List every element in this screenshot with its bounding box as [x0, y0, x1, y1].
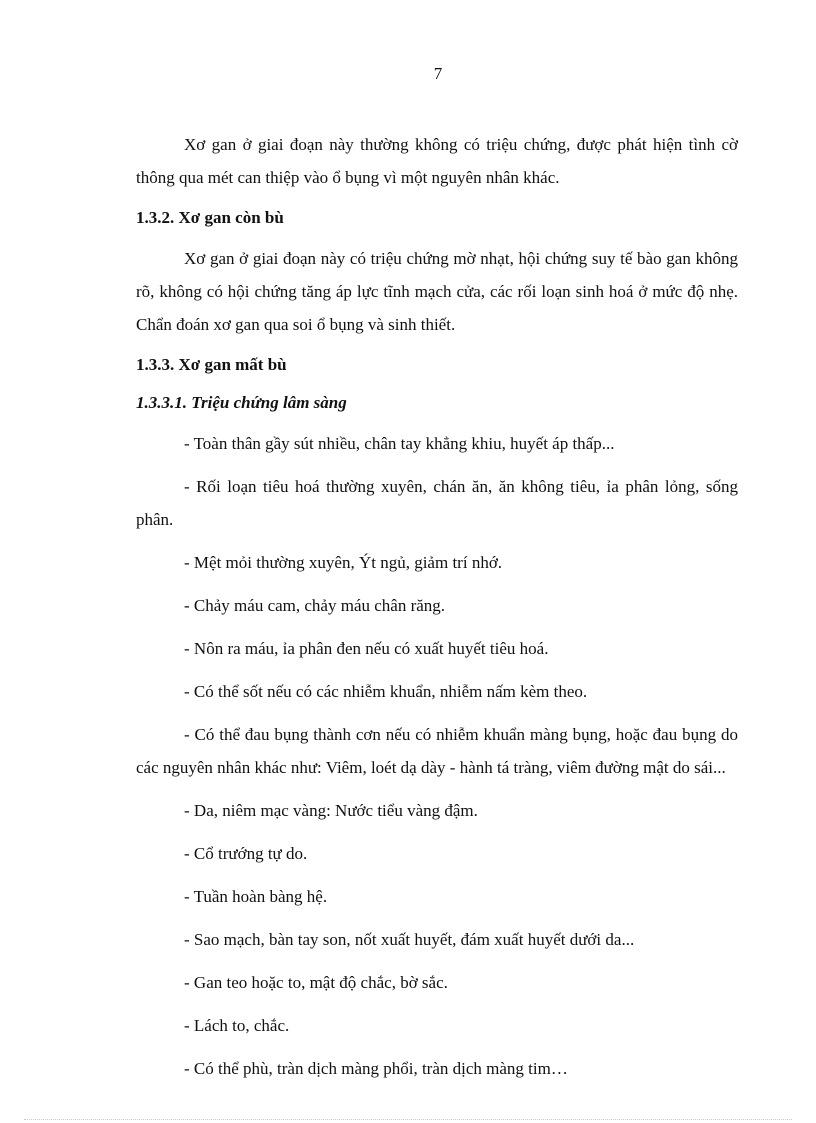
symptom-list	[136, 427, 738, 1085]
list-item: - Nôn ra máu, ỉa phân đen nếu có xuất huyết tiêu hoá.	[184, 639, 549, 658]
list-item: - Toàn thân gầy sút nhiều, chân tay khẳng khiu, huyết áp thấp...	[184, 434, 615, 453]
page-bottom-border	[24, 1119, 792, 1120]
list-item: - Lách to, chắc.	[184, 1016, 290, 1035]
list-item: - Có thể phù, tràn dịch màng phổi, tràn dịch màng tim…	[184, 1059, 568, 1078]
list-item: - Cổ trướng tự do.	[184, 844, 308, 863]
list-item: - Tuần hoàn bàng hệ.	[184, 887, 328, 906]
list-item: - Có thể đau bụng thành cơn nếu có nhiễm khuẩn màng bụng, hoặc đau bụng do các nguyên nhân khác như: Viêm, loét dạ dày - hành tá tràng, viêm đường mật do sái...	[136, 725, 738, 777]
page-number: 7	[433, 64, 443, 83]
list-item: - Rối loạn tiêu hoá thường xuyên, chán ăn, ăn không tiêu, ỉa phân lỏng, sống phân.	[136, 477, 738, 529]
list-item: - Gan teo hoặc to, mật độ chắc, bờ sắc.	[184, 973, 448, 992]
list-item: - Sao mạch, bàn tay son, nốt xuất huyết, đám xuất huyết dưới da...	[184, 930, 635, 949]
list-item: - Mệt mỏi thường xuyên, Ýt ngủ, giảm trí nhớ.	[184, 553, 503, 572]
subsection-heading-1-3-3-1: 1.3.3.1. Triệu chứng lâm sàng	[136, 393, 347, 412]
section-1-3-2-paragraph: Xơ gan ở giai đoạn này có triệu chứng mờ nhạt, hội chứng suy tế bào gan không rõ, không có hội chứng tăng áp lực tĩnh mạch cửa, các rối loạn sinh hoá ở mức độ nhẹ. Chẩn đoán xơ gan qua soi ổ bụng và sinh thiết.	[136, 249, 738, 334]
section-heading-1-3-2: 1.3.2. Xơ gan còn bù	[136, 208, 284, 227]
list-item: - Da, niêm mạc vàng: Nước tiểu vàng đậm.	[184, 801, 478, 820]
list-item: - Chảy máu cam, chảy máu chân răng.	[184, 596, 446, 615]
document-body	[136, 128, 738, 1095]
section-heading-1-3-3: 1.3.3. Xơ gan mất bù	[136, 355, 287, 374]
list-item: - Có thể sốt nếu có các nhiễm khuẩn, nhiễm nấm kèm theo.	[184, 682, 588, 701]
intro-paragraph: Xơ gan ở giai đoạn này thường không có triệu chứng, được phát hiện tình cờ thông qua mét can thiệp vào ổ bụng vì một nguyên nhân khác.	[136, 135, 738, 187]
